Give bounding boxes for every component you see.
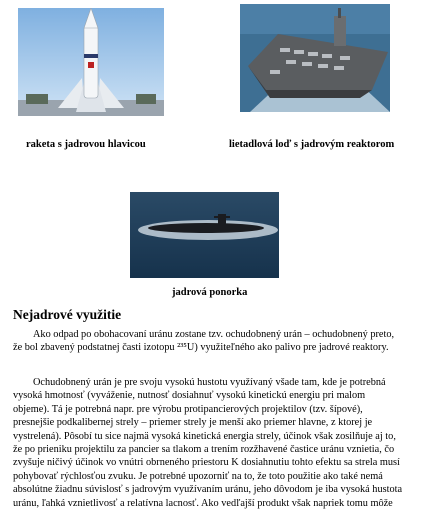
submarine-caption: jadrová ponorka — [172, 287, 248, 298]
section-title: Nejadrové využitie — [13, 307, 122, 322]
paragraph-2-line: Ochudobnený urán je pre svoju vysokú hustotu využívaný všade tam, kde je potrebná — [33, 377, 386, 388]
aircraft-carrier-caption: lietadlová loď s jadrovým reaktorom — [229, 139, 395, 150]
paragraph-2-line: presnejšie podkalibernej strely – priemer strely je menší ako priemer hlavne, z ktorej je — [13, 417, 373, 429]
paragraph-2-line: vystrelená). Pôsobí tu sice najmä vysoká kinetická energia strely, účinok však zosilňuje aj to, — [13, 430, 396, 442]
paragraph-2-line: pohybovať rýchlosťou zvuku. Je potrebné upozorniť na to, že toto použitie ako také nemá — [13, 470, 383, 482]
submarine-photo — [130, 192, 279, 278]
paragraph-2-line: absolútne žiadnu súvislosť s jadrovým využívaním uránu, jeho dôvodom je iba vysoká hustota — [13, 484, 403, 496]
paragraph-2-line: uránu, ľahká vznietlivosť a relatívna lacnosť. Ako vedľajší produkt však napriek tomu môže — [13, 497, 393, 509]
missile-photo — [18, 8, 164, 116]
paragraph-2-line: objeme). Tá je potrebná napr. pre výrobu protipancierových projektilov (tzv. šípové), — [13, 403, 363, 415]
aircraft-carrier-photo — [240, 4, 390, 112]
paragraph-1 — [13, 328, 437, 355]
paragraph-1-line: že bol zbavený podstatnej časti izotopu ²³⁵U) využiteľného ako palivo pre jadrové reaktory. — [13, 342, 389, 354]
paragraph-2-line: zvyšuje ničivý účinok vo vnútri obrneného priestoru K dosiahnutiu tohto efektu sa strela musí — [13, 457, 400, 469]
paragraph-1-line: Ako odpad po obohacovaní uránu zostane tzv. ochudobnený urán – ochudobnený preto, — [33, 329, 395, 340]
missile-caption: raketa s jadrovou hlavicou — [26, 139, 146, 150]
paragraph-2 — [13, 376, 437, 510]
paragraph-2-line: vysoká hmotnosť (vyváženie, nutnosť dosiahnuť vysokú kinetickú energiu pri malom — [13, 390, 366, 402]
paragraph-2-line: že po prieniku projektilu za pancier sa tlakom a trením rozžhavené častice uránu vznietia, čo — [13, 444, 395, 456]
